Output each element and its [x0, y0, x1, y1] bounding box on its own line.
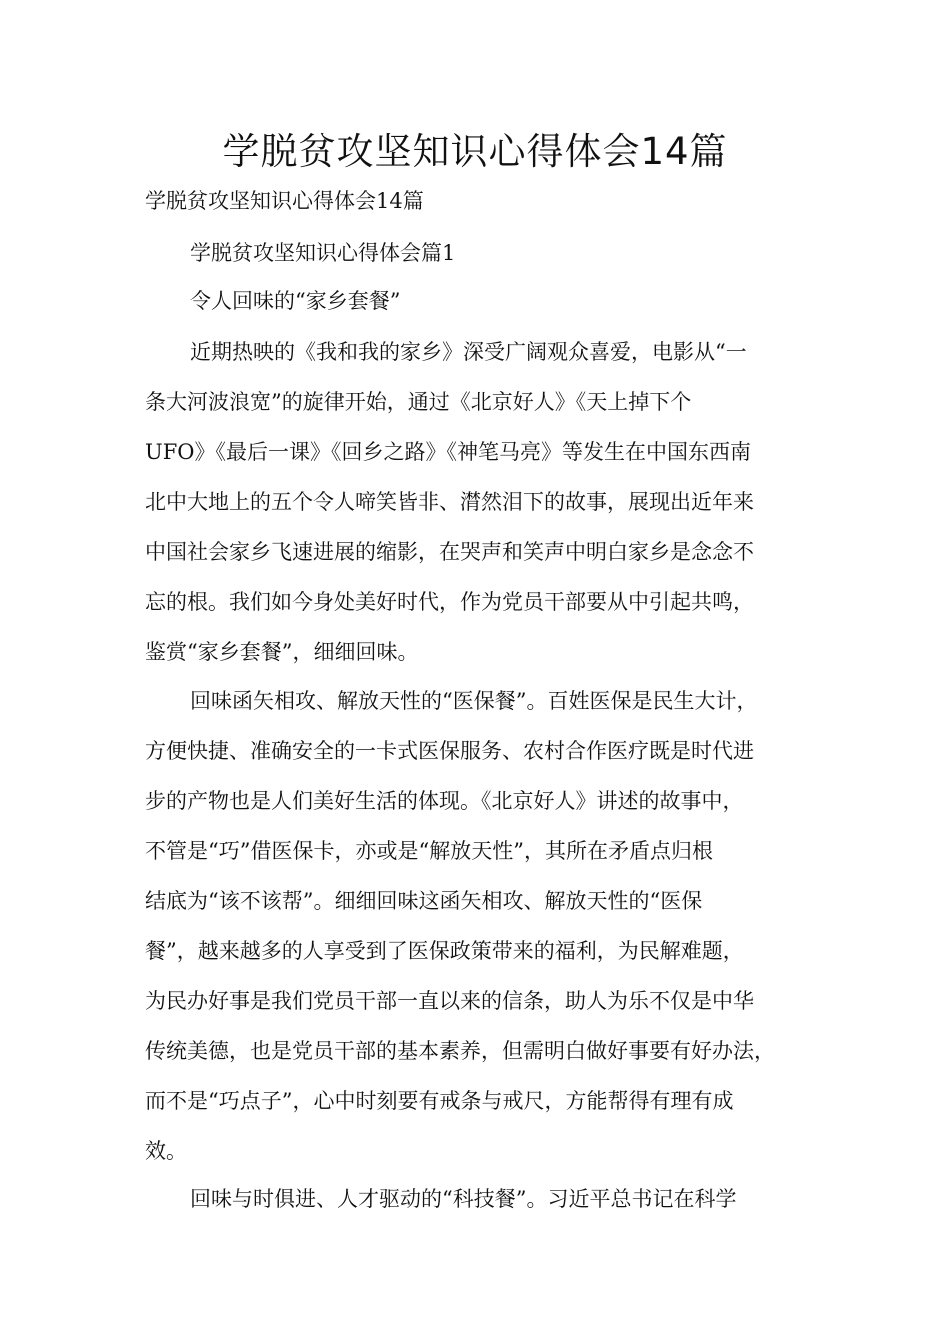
paragraph-line: 回味函矢相攻、解放天性的“医保餐”。百姓医保是民生大计， — [190, 689, 758, 713]
paragraph-line: 近期热映的《我和我的家乡》深受广阔观众喜爱，电影从“一 — [190, 340, 747, 364]
paragraph-line: 为民办好事是我们党员干部一直以来的信条，助人为乐不仅是中华 — [145, 989, 754, 1013]
paragraph-line: 忘的根。我们如今身处美好时代，作为党员干部要从中引起共鸣， — [145, 590, 754, 614]
paragraph-line: 条大河波浪宽”的旋律开始，通过《北京好人》《天上掉下个 — [145, 390, 692, 414]
paragraph-line: 鉴赏“家乡套餐”，细细回味。 — [145, 640, 419, 664]
section-heading: 学脱贫攻坚知识心得体会篇1 — [190, 241, 456, 265]
paragraph-1 — [145, 337, 845, 687]
paragraph-line: UFO》《最后一课》《回乡之路》《神笔马亮》等发生在中国东西南 — [145, 440, 751, 464]
document-title: 学脱贫攻坚知识心得体会14篇 — [222, 130, 728, 173]
paragraph-line: 中国社会家乡飞速进展的缩影，在哭声和笑声中明白家乡是念念不 — [145, 540, 754, 564]
paragraph-line: 结底为“该不该帮”。细细回味这函矢相攻、解放天性的“医保 — [145, 889, 703, 913]
paragraph-line: 北中大地上的五个令人啼笑皆非、潸然泪下的故事，展现出近年来 — [145, 490, 754, 514]
paragraph-line: 餐”，越来越多的人享受到了医保政策带来的福利，为民解难题， — [145, 939, 744, 963]
paragraph-line: 步的产物也是人们美好生活的体现。《北京好人》讲述的故事中， — [145, 789, 744, 813]
paragraph-line: 回味与时俱进、人才驱动的“科技餐”。习近平总书记在科学 — [190, 1187, 737, 1211]
paragraph-line: 而不是“巧点子”，心中时刻要有戒条与戒尺，方能帮得有理有成 — [145, 1089, 734, 1113]
paragraph-line: 不管是“巧”借医保卡，亦或是“解放天性”，其所在矛盾点归根 — [145, 839, 713, 863]
paragraph-2 — [145, 686, 845, 1186]
paragraph-line: 传统美德，也是党员干部的基本素养，但需明白做好事要有好办法， — [145, 1039, 775, 1063]
article-title: 令人回味的“家乡套餐” — [190, 289, 401, 313]
paragraph-line: 方便快捷、准确安全的一卡式医保服务、农村合作医疗既是时代进 — [145, 739, 754, 763]
paragraph-line: 效。 — [145, 1139, 187, 1163]
paragraph-3 — [145, 1184, 845, 1234]
document-subtitle: 学脱贫攻坚知识心得体会14篇 — [145, 189, 424, 213]
